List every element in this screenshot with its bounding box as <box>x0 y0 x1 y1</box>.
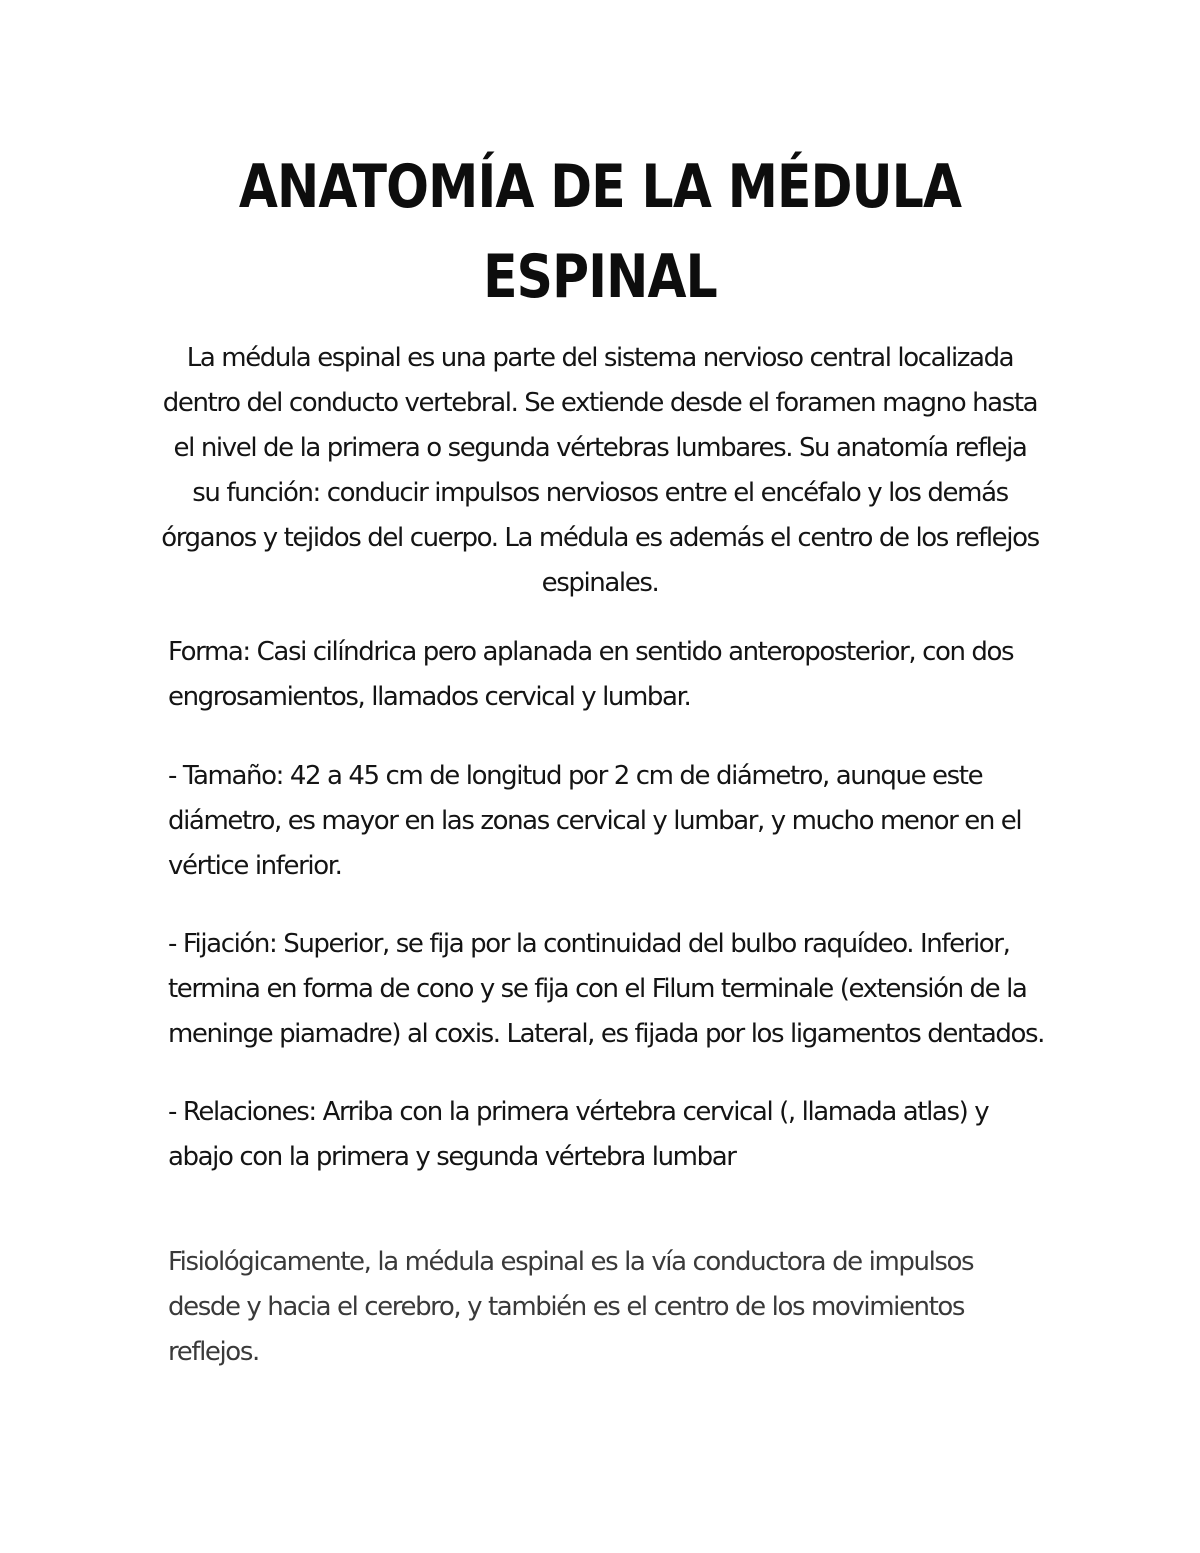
tamano-paragraph: - Tamaño: 42 a 45 cm de longitud por 2 cm de diámetro, aunque este diámetro, es mayor en las zonas cervical y lumbar, y mucho menor en el vértice inferior. <box>168 761 1022 881</box>
title-line-2: ESPINAL <box>483 242 717 312</box>
fisiologia-paragraph: Fisiológicamente, la médula espinal es la vía conductora de impulsos desde y hacia el cerebro, y también es el centro de los movimientos reflejos. <box>168 1247 974 1367</box>
intro-paragraph: La médula espinal es una parte del sistema nervioso central localizada dentro del conducto vertebral. Se extiende desde el foramen magno hasta el nivel de la primera o segunda vértebras lumbares. Su anatomía refleja su función: conducir impulsos nerviosos entre el encéfalo y los demás órganos y tejidos del cuerpo. La médula es además el centro de los reflejos espinales. <box>161 343 1039 598</box>
fijacion-paragraph: - Fijación: Superior, se fija por la continuidad del bulbo raquídeo. Inferior, termina en forma de cono y se fija con el Filum terminale (extensión de la meninge piamadre) al coxis. Lateral, es fijada por los ligamentos dentados. <box>168 929 1044 1049</box>
forma-paragraph: Forma: Casi cilíndrica pero aplanada en sentido anteroposterior, con dos engrosamientos, llamados cervical y lumbar. <box>168 637 1014 712</box>
title-line-1: ANATOMÍA DE LA MÉDULA <box>238 152 962 222</box>
document-title <box>96 142 1104 322</box>
relaciones-paragraph: - Relaciones: Arriba con la primera vértebra cervical (, llamada atlas) y abajo con la primera y segunda vértebra lumbar <box>168 1097 989 1172</box>
